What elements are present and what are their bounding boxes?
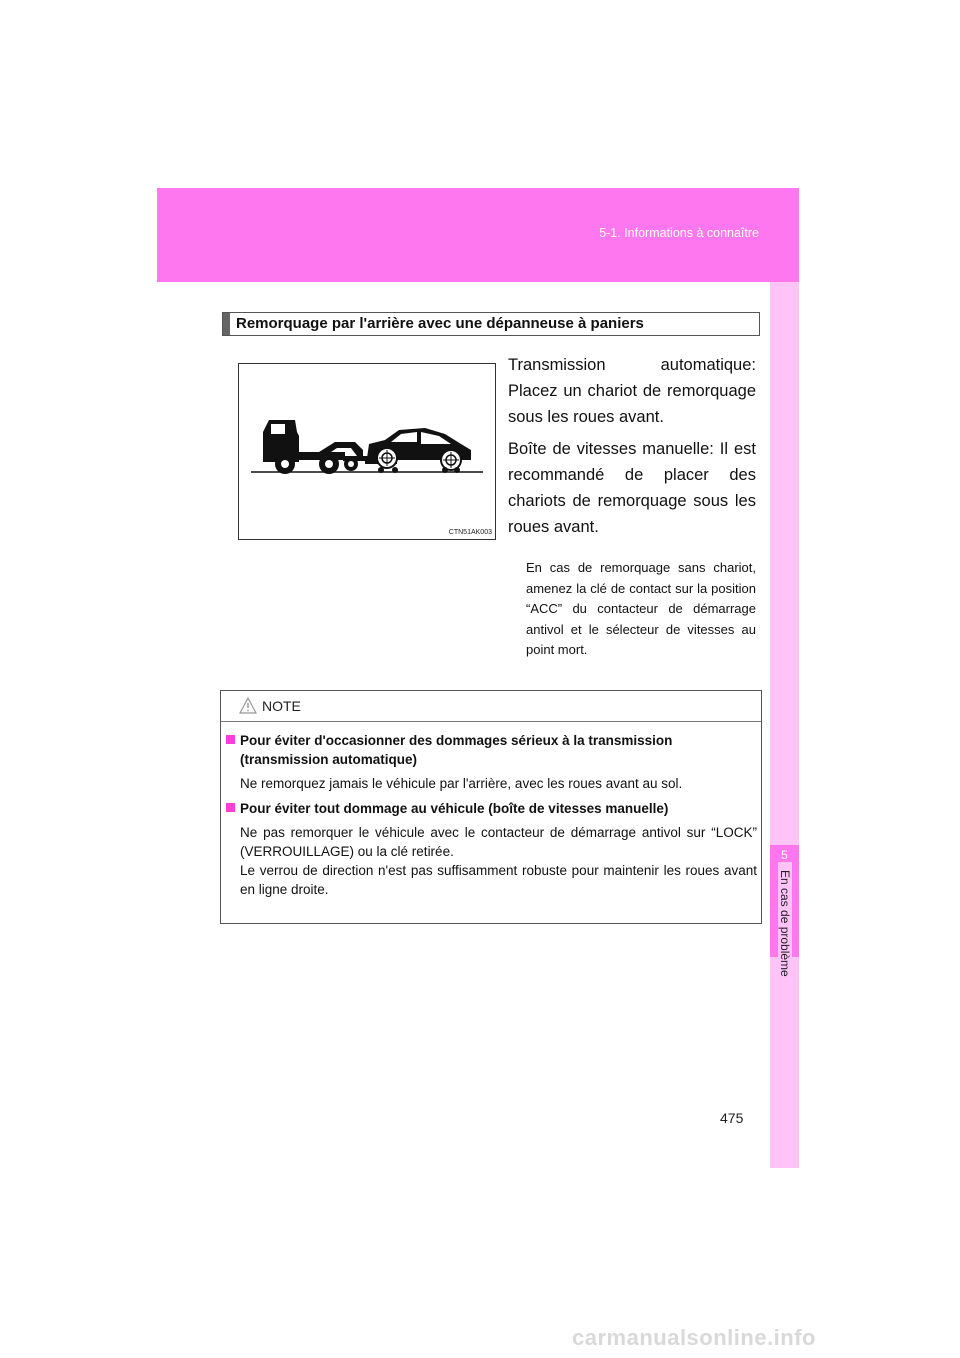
paragraph-automatic: Transmission automatique: Placez un chariot de remorquage sous les roues avant. [508,356,756,426]
main-text [508,352,756,546]
section-header [222,312,760,336]
note-item [225,731,757,793]
note-item-body: Ne pas remorquer le véhicule avec le contacteur de démarrage antivol sur “LOCK” (VERROUILLAGE) ou la clé retirée. Le verrou de direction n'est pas suffisamment robuste pour maintenir les roues avant en ligne droite. [240,825,757,897]
tow-truck-image [239,364,495,539]
note-item-title: Pour éviter d'occasionner des dommages sérieux à la transmission (transmission automatique) [240,733,673,767]
note-body [225,731,757,905]
note-item-title: Pour éviter tout dommage au véhicule (boîte de vitesses manuelle) [240,801,669,816]
side-strip [770,282,799,1168]
tow-truck-illustration [238,363,496,540]
section-title: Remorquage par l'arrière avec une dépanneuse à paniers [236,315,644,332]
note-item-body: Ne remorquez jamais le véhicule par l'arrière, avec les roues avant au sol. [240,776,683,791]
watermark: carmanualsonline.info [572,1325,816,1350]
figure-code: CTN51AK003 [448,529,492,536]
section-reference: 5-1. Informations à connaître [599,226,759,240]
sub-note: En cas de remorquage sans chariot, amenez la clé de contact sur la position “ACC” du contacteur de démarrage antivol et le sélecteur de vitesses au point mort. [526,560,756,657]
note-label: NOTE [262,698,301,714]
note-box [220,690,762,924]
page-number: 475 [720,1110,744,1126]
warning-icon [239,697,257,714]
note-header [221,691,761,722]
chapter-number: 5 [781,848,788,862]
paragraph-manual: Boîte de vitesses manuelle: Il est recommandé de placer des chariots de remorquage sous les roues avant. [508,440,756,536]
section-header-bar [223,313,230,335]
note-item [225,799,757,899]
bullet-square-icon [226,803,235,812]
bullet-square-icon [226,735,235,744]
header-band [157,188,799,282]
chapter-title: En cas de problème [778,862,792,985]
